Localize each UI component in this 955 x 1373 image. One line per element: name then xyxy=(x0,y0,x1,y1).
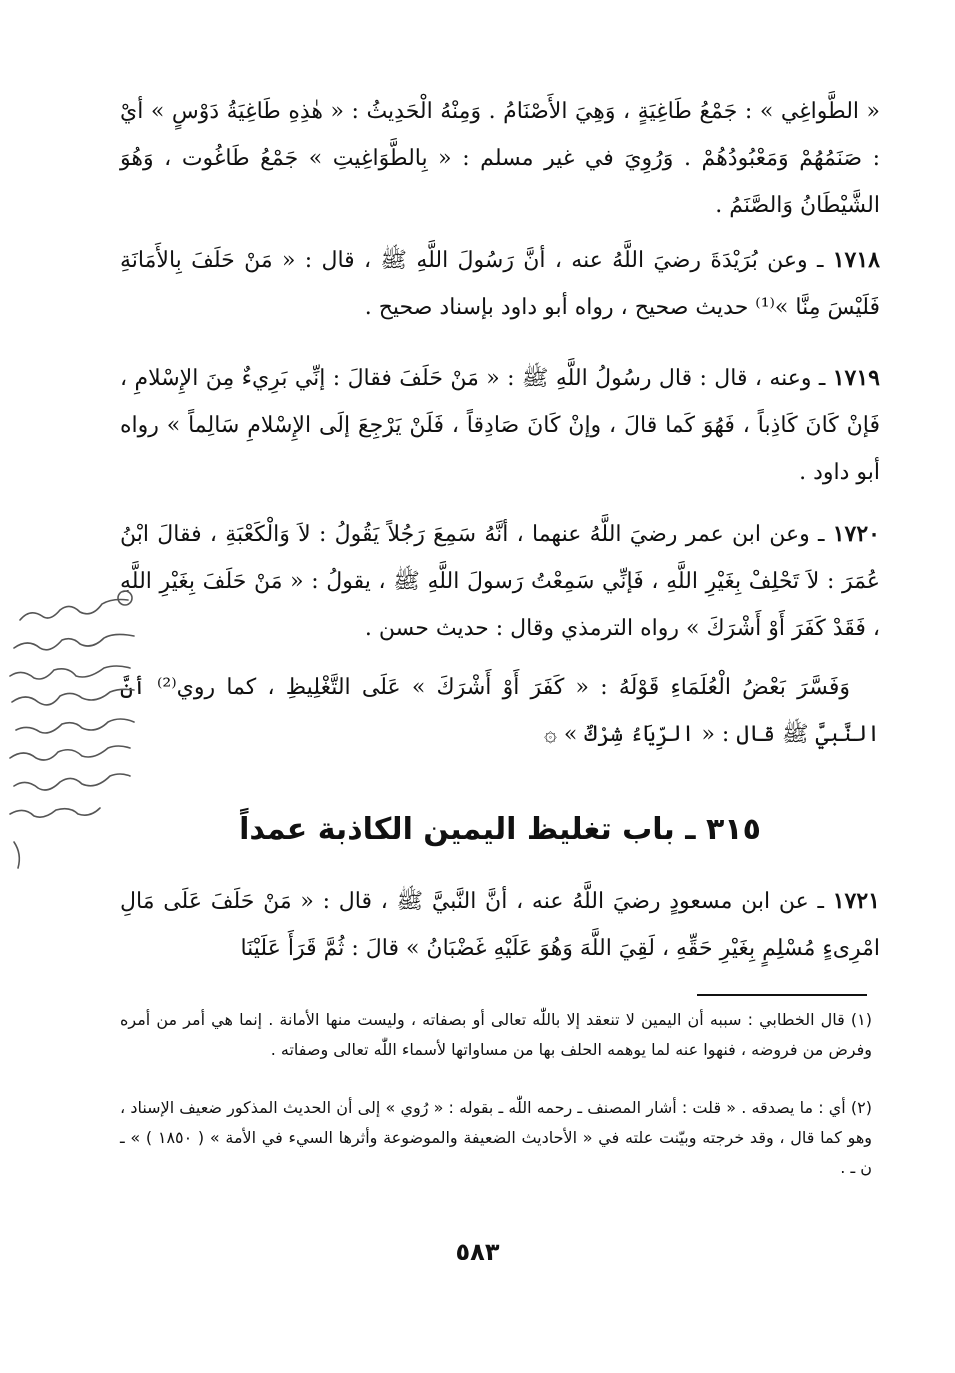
hadith-1720 xyxy=(120,511,880,652)
hadith-1721 xyxy=(120,878,880,972)
hadith-text: ـ عن ابن مسعودٍ رضيَ اللَّهُ عنه ، أنَّ النَّبيَّ ﷺ ، قال : « مَنْ حَلَفَ عَلَى مَالِ امْرِىءٍ مُسْلِمٍ بِغَيْرِ حَقِّهِ ، لَقِيَ اللَّهَ وَهُوَ عَلَيْهِ غَضْبَانُ » قالَ : ثُمَّ قَرَأَ عَلَيْنَا xyxy=(120,889,880,961)
chapter-heading: ٣١٥ ـ باب تغليظ اليمين الكاذبة عمداً xyxy=(239,812,761,847)
commentary-paragraph xyxy=(120,664,880,758)
handwritten-margin-note xyxy=(0,590,180,880)
paragraph-intro xyxy=(120,88,880,229)
hadith-number: ١٧٢١ xyxy=(832,888,880,914)
page-number: ٥٨٣ xyxy=(455,1238,500,1266)
hadith-1719 xyxy=(120,355,880,496)
intro-text: « الطَّواغِي » : جَمْعُ طَاغِيَةٍ ، وَهِيَ الأَصْنَامُ . وَمِنْهُ الْحَدِيثُ : « هٰذِهِ طَاغِيَةُ دَوْسٍ » أيْ : صَنَمُهُمْ وَمَعْبُودُهُمْ . وَرُوِيَ في غير مسلم : « بِالطَّوَاغِيتِ » جَمْعُ طَاغُوت ، وَهُوَ الشَّيْطَانُ وَالصَّنَمُ . xyxy=(120,99,880,218)
hadith-number: ١٧١٨ xyxy=(832,247,880,273)
hadith-text: ـ وعن ابن عمر رضيَ اللَّهُ عنهما ، أنَّهُ سَمِعَ رَجُلاً يَقُولُ : لاَ وَالْكَعْبَةِ ، فقالَ ابْنُ عُمَرَ : لاَ تَحْلِفْ بِغَيْرِ اللَّهِ ، فَإنِّي سَمِعْتُ رَسولَ اللَّهِ ﷺ ، يقولُ : « مَنْ حَلَفَ بِغَيْرِ اللَّهِ ، فَقَدْ كَفَرَ أَوْ أَشْرَكَ » رواه الترمذي وقال : حديث حسن . xyxy=(120,522,880,641)
hadith-text: ـ وعن بُرَيْدَةَ رضيَ اللَّهُ عنه ، أنَّ رَسُولَ اللَّهِ ﷺ ، قال : « مَنْ حَلَفَ بِالأَمَانَةِ فَلَيْسَ مِنَّا »⁽¹⁾ حديث صحيح ، رواه أبو داود بإسناد صحيح . xyxy=(120,248,880,320)
footnote-2: (٢) أي : ما يصدقه . « قلت : أشار المصنف ـ رحمه اللّٰه ـ بقوله : « رُوي » إلى أن الحديث المذكور ضعيف الإسناد ، وهو كما قال ، وقد خرجته وبيّنت علته في « الأحاديث الضعيفة والموضوعة وأثرها السيء في الأمة » ( ١٨٥٠ ) » ـ ن ـ . xyxy=(120,1098,872,1177)
footnote-1: (١) قال الخطابي : سببه أن اليمين لا تنعقد إلا باللّٰه تعالى أو بصفاته ، وليست منها الأمانة . إنما هي أمر من أمره وفرض من فروضه ، فنهوا عنه لما يوهمه الحلف بها من مساواتها لأسماء اللّٰه تعالى وصفاته . xyxy=(120,1010,872,1059)
commentary-text: وَفَسَّرَ بَعْضُ الْعُلَمَاءِ قَوْلَهُ : « كَفَرَ أَوْ أَشْرَكَ » عَلَى التَّغْلِيظِ ، كما روي⁽²⁾ أنَّ النَّبيَّ ﷺ قال : « الرِّيَاءُ شِرْكٌ » ۞ xyxy=(120,675,880,747)
hadith-1718 xyxy=(120,237,880,331)
hadith-number: ١٧١٩ xyxy=(832,365,880,391)
hadith-text: ـ وعنه ، قال : قال رسُولُ اللَّهِ ﷺ : « مَنْ حَلَفَ فقالَ : إنِّي بَرِيءٌ مِنَ الإِسْلامِ ، فَإنْ كَانَ كَاذِباً ، فَهُوَ كَما قالَ ، وإنْ كَانَ صَادِقاً ، فَلَنْ يَرْجِعَ إلَى الإِسْلامِ سَالِماً » رواه أبو داود . xyxy=(120,366,880,485)
hadith-number: ١٧٢٠ xyxy=(832,521,880,547)
footnote-separator xyxy=(697,994,867,996)
